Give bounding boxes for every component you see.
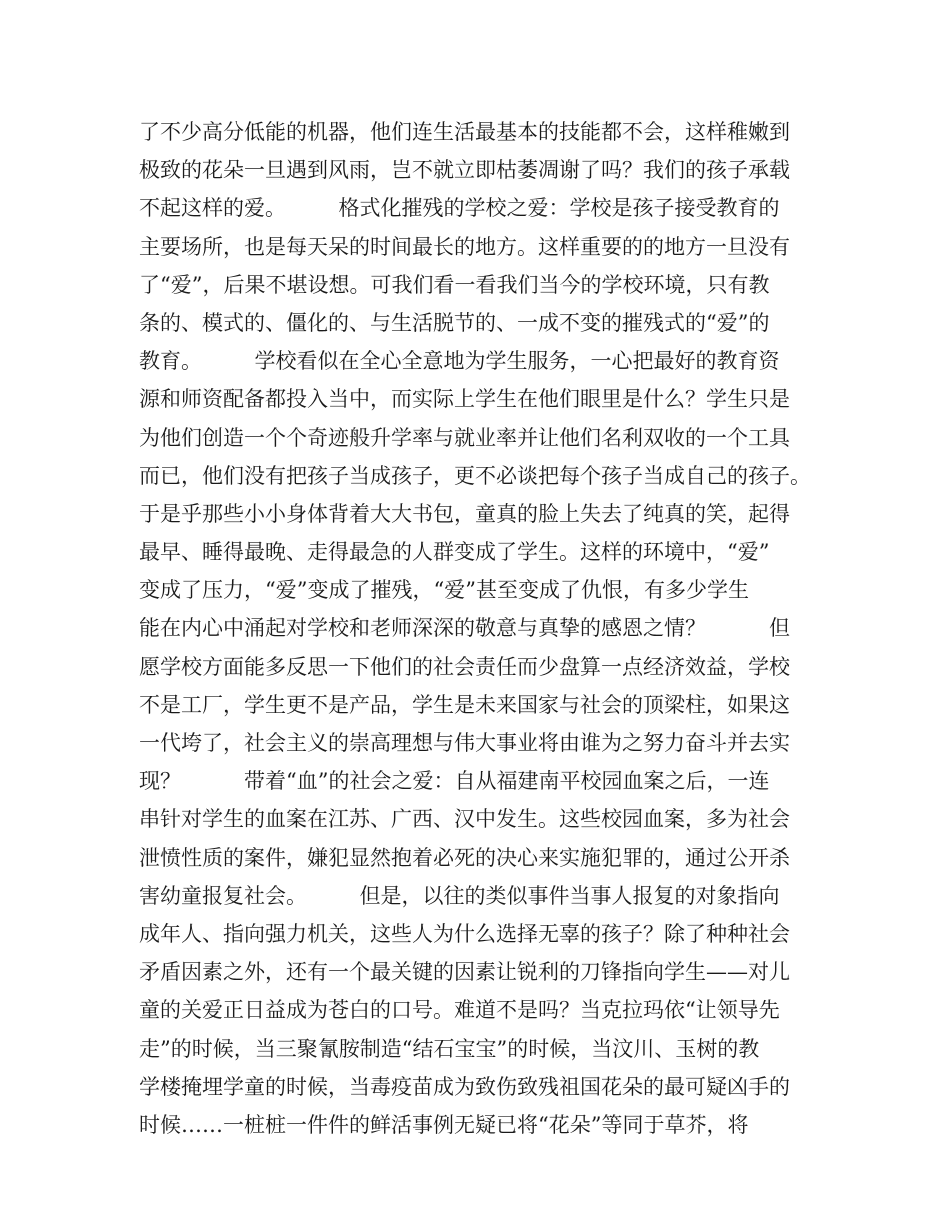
text-line: 变成了压力，“爱”变成了摧残，“爱”甚至变成了仇恨，有多少学生 [139, 578, 749, 603]
text-line: 成年人、指向强力机关，这些人为什么选择无辜的孩子？除了种种社会 [139, 921, 790, 946]
text-line: 不是工厂，学生更不是产品，学生是未来国家与社会的顶梁柱，如果这 [139, 692, 790, 717]
text-line: 了“爱”，后果不堪设想。可我们看一看我们当今的学校环境，只有教 [139, 272, 770, 297]
body-text [139, 113, 829, 1144]
text-line: 能在内心中涌起对学校和老师深深的敬意与真挚的感恩之情？ 但 [139, 616, 790, 641]
text-line: 串针对学生的血案在江苏、广西、汉中发生。这些校园血案，多为社会 [139, 807, 790, 832]
text-line: 时候……一桩桩一件件的鲜活事例无疑已将“花朵”等同于草芥，将 [139, 1112, 749, 1137]
text-line: 害幼童报复社会。 但是，以往的类似事件当事人报复的对象指向 [139, 883, 780, 908]
text-line: 童的关爱正日益成为苍白的口号。难道不是吗？当克拉玛依“让领导先 [139, 998, 780, 1023]
text-line: 于是乎那些小小身体背着大大书包，童真的脸上失去了纯真的笑，起得 [139, 501, 790, 526]
text-line: 现？ 带着“血”的社会之爱：自从福建南平校园血案之后，一连 [139, 769, 770, 794]
text-line: 而已，他们没有把孩子当成孩子，更不必谈把每个孩子当成自己的孩子。 [139, 463, 811, 488]
text-line: 愿学校方面能多反思一下他们的社会责任而少盘算一点经济效益，学校 [139, 654, 790, 679]
text-line: 为他们创造一个个奇迹般升学率与就业率并让他们名利双收的一个工具 [139, 425, 790, 450]
text-line: 主要场所，也是每天呆的时间最长的地方。这样重要的的地方一旦没有 [139, 234, 790, 259]
text-line: 学楼掩埋学童的时候，当毒疫苗成为致伤致残祖国花朵的最可疑凶手的 [139, 1074, 790, 1099]
text-line: 源和师资配备都投入当中，而实际上学生在他们眼里是什么？学生只是 [139, 387, 790, 412]
text-line: 不起这样的爱。 格式化摧残的学校之爱：学校是孩子接受教育的 [139, 196, 780, 221]
text-line: 泄愤性质的案件，嫌犯显然抱着必死的决心来实施犯罪的，通过公开杀 [139, 845, 790, 870]
text-line: 极致的花朵一旦遇到风雨，岂不就立即枯萎凋谢了吗？我们的孩子承载 [139, 158, 790, 183]
text-line: 教育。 学校看似在全心全意地为学生服务，一心把最好的教育资 [139, 349, 780, 374]
text-line: 一代垮了，社会主义的崇高理想与伟大事业将由谁为之努力奋斗并去实 [139, 731, 790, 755]
text-line: 最早、睡得最晚、走得最急的人群变成了学生。这样的环境中，“爱” [139, 540, 770, 565]
text-line: 了不少高分低能的机器，他们连生活最基本的技能都不会，这样稚嫩到 [139, 120, 790, 144]
text-line: 条的、模式的、僵化的、与生活脱节的、一成不变的摧残式的“爱”的 [139, 310, 770, 335]
text-line: 矛盾因素之外，还有一个最关键的因素让锐利的刀锋指向学生——对儿 [139, 960, 790, 985]
text-line: 走”的时候，当三聚氰胺制造“结石宝宝”的时候，当汶川、玉树的教 [139, 1036, 760, 1061]
